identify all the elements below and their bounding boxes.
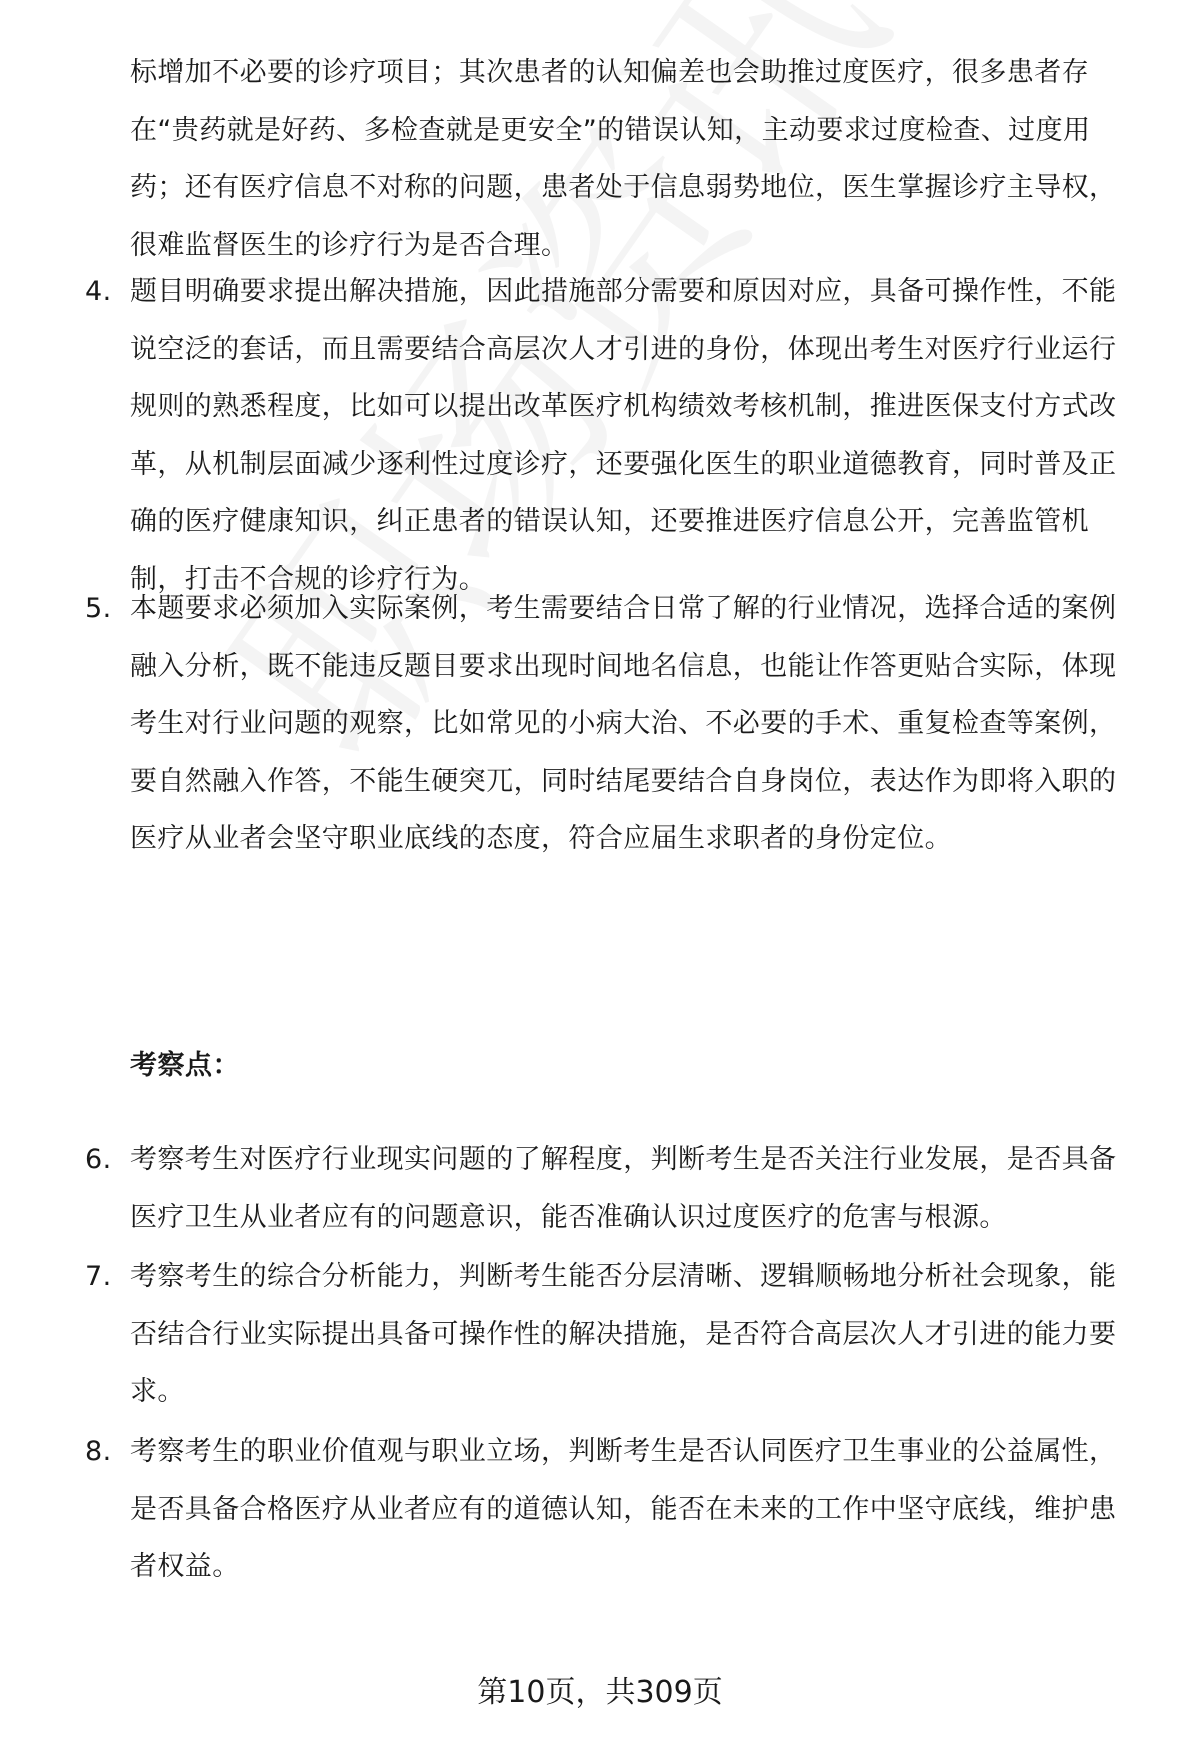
list-item-text: 考察考生的职业价值观与职业立场，判断考生是否认同医疗卫生事业的公益属性，是否具备合格医疗从业者应有的道德认知，能否在未来的工作中坚守底线，维护患者权益。	[130, 1436, 1117, 1582]
list-item-4	[85, 263, 1145, 608]
list-item-text: 考察考生的综合分析能力，判断考生能否分层清晰、逻辑顺畅地分析社会现象，能否结合行业实际提出具备可操作性的解决措施，是否符合高层次人才引进的能力要求。	[130, 1261, 1117, 1407]
list-item-number: 5.	[85, 593, 112, 624]
list-item-text: 题目明确要求提出解决措施，因此措施部分需要和原因对应，具备可操作性，不能说空泛的套话，而且需要结合高层次人才引进的身份，体现出考生对医疗行业运行规则的熟悉程度，比如可以提出改革医疗机构绩效考核机制，推进医保支付方式改革，从机制层面减少逐利性过度诊疗，还要强化医生的职业道德教育，同时普及正确的医疗健康知识，纠正患者的错误认知，还要推进医疗信息公开，完善监管机制，打击不合规的诊疗行为。	[130, 276, 1117, 595]
list-item-6	[85, 1131, 1145, 1246]
list-item-number: 7.	[85, 1261, 112, 1292]
list-item-text: 考察考生对医疗行业现实问题的了解程度，判断考生是否关注行业发展，是否具备医疗卫生从业者应有的问题意识，能否准确认识过度医疗的危害与根源。	[130, 1144, 1117, 1233]
list-item-5	[85, 580, 1145, 868]
list-item-number: 6.	[85, 1144, 112, 1175]
list-item-text: 本题要求必须加入实际案例，考生需要结合日常了解的行业情况，选择合适的案例融入分析，既不能违反题目要求出现时间地名信息，也能让作答更贴合实际，体现考生对行业问题的观察，比如常见的小病大治、不必要的手术、重复检查等案例，要自然融入作答，不能生硬突兀，同时结尾要结合自身岗位，表达作为即将入职的医疗从业者会坚守职业底线的态度，符合应届生求职者的身份定位。	[130, 593, 1117, 854]
list-item-8	[85, 1423, 1145, 1596]
continuation-paragraph: 标增加不必要的诊疗项目；其次患者的认知偏差也会助推过度医疗，很多患者存在“贵药就是好药、多检查就是更安全”的错误认知，主动要求过度检查、过度用药；还有医疗信息不对称的问题，患者处于信息弱势地位，医生掌握诊疗主导权，很难监督医生的诊疗行为是否合理。	[130, 57, 1117, 261]
list-item-number: 4.	[85, 276, 112, 307]
list-item-number: 8.	[85, 1436, 112, 1467]
section-heading: 考察点：	[130, 1050, 240, 1081]
page-number-footer: 第10页，共309页	[477, 1675, 723, 1710]
list-item-7	[85, 1248, 1145, 1421]
